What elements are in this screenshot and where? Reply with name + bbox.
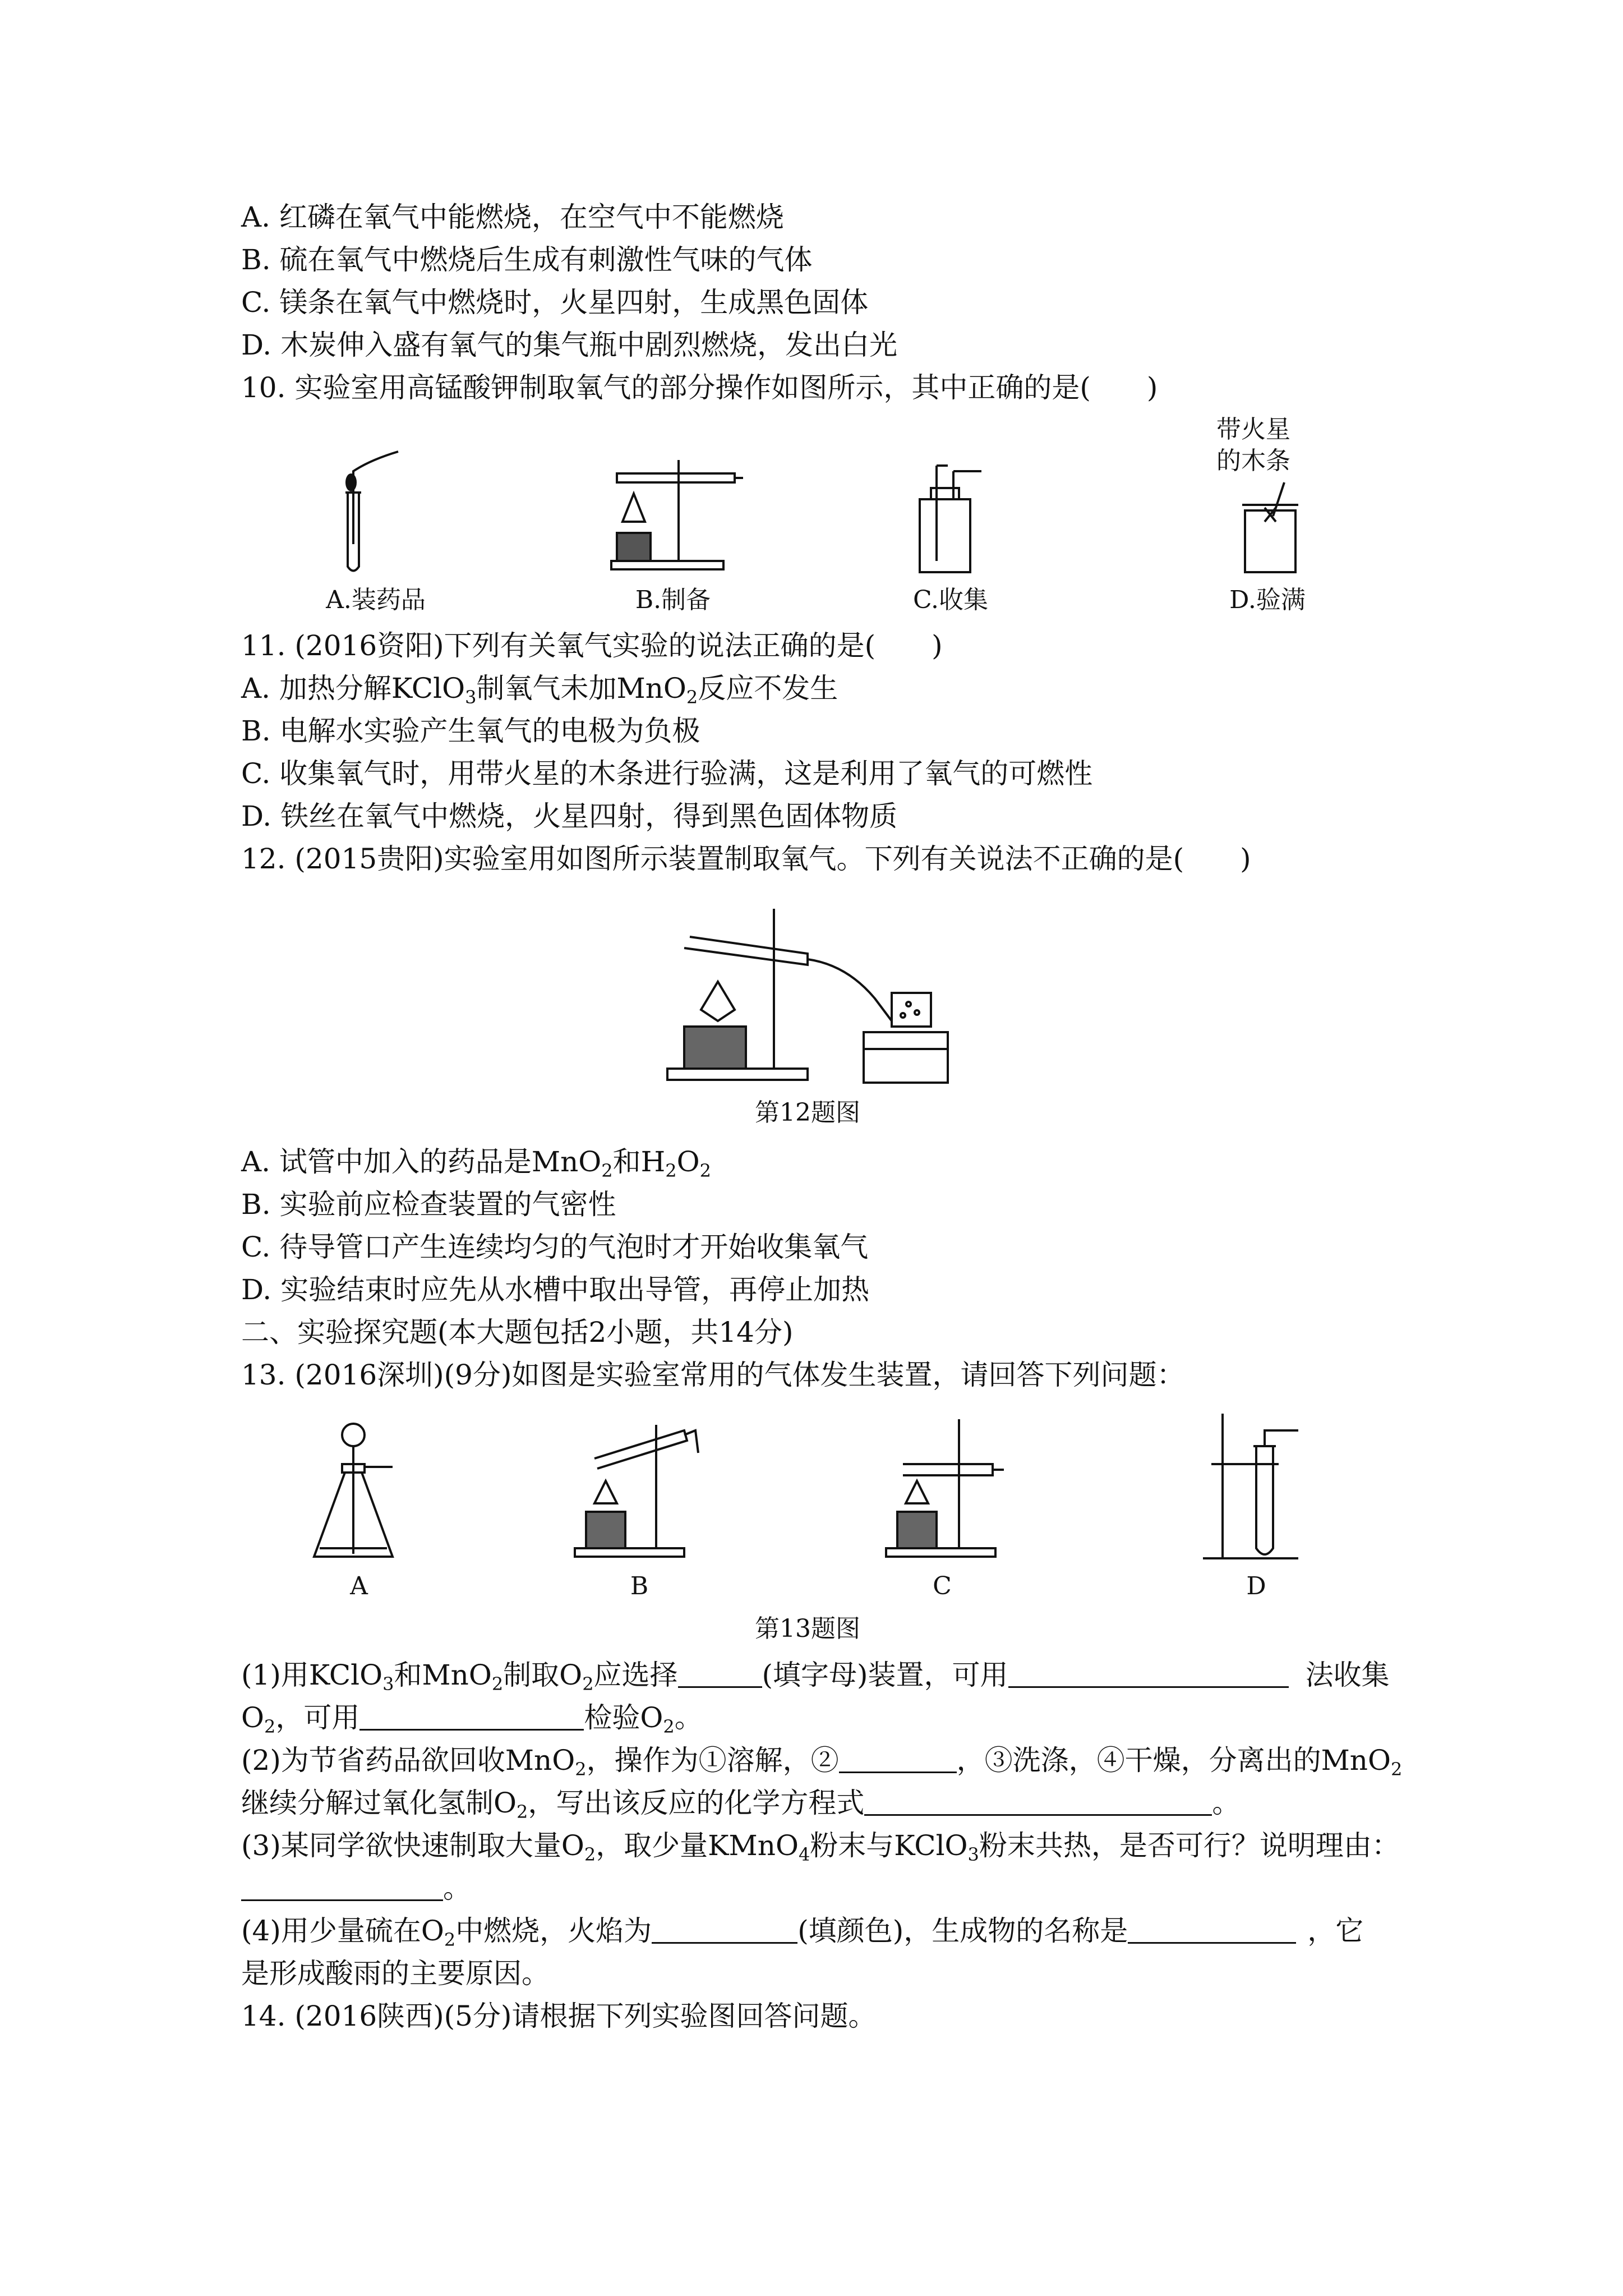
q10-caption-d: D.验满 xyxy=(1229,586,1306,614)
q11-stem: 11. (2016资阳)下列有关氧气实验的说法正确的是( ) xyxy=(241,629,943,662)
q13-part1-line1: (1)用KClO$_3$和MnO$_2$制取$O_2$应选择 (填字母)装置，可用 法收集 xyxy=(241,1659,1390,1695)
q12-fig-oxygen-apparatus xyxy=(662,898,953,1088)
section-2-heading: 二、实验探究题(本大题包括2小题，共14分) xyxy=(241,1316,794,1349)
q12-option-c: C. 待导管口产生连续均匀的气泡时才开始收集氧气 xyxy=(241,1231,869,1263)
q13-blank-equation[interactable] xyxy=(864,1788,1212,1816)
q12-caption: 第12题图 xyxy=(755,1098,860,1127)
q13-part4-line2: 是形成酸雨的主要原因。 xyxy=(241,1957,550,1990)
q10-caption-c: C.收集 xyxy=(912,586,989,614)
q13-part3-line2: 。 xyxy=(241,1871,471,1906)
q12-option-a: A. 试管中加入的药品是MnO$_2$和$H_2O_2$ xyxy=(241,1145,711,1181)
q9-option-a: A. 红磷在氧气中能燃烧，在空气中不能燃烧 xyxy=(241,201,784,233)
q13-blank-test-method[interactable] xyxy=(359,1703,584,1731)
q11-option-c: C. 收集氧气时，用带火星的木条进行验满，这是利用了氧气的可燃性 xyxy=(241,757,1093,790)
q14-stem: 14. (2016陕西)(5分)请根据下列实验图回答问题。 xyxy=(241,2000,877,2032)
q13-part2-line2: 继续分解过氧化氢制$O_2$，写出该反应的化学方程式 。 xyxy=(241,1787,1241,1823)
q12-option-b: B. 实验前应检查装置的气密性 xyxy=(241,1188,616,1221)
q10-fig-splint-check xyxy=(1234,482,1312,583)
q13-fig-b-heating-up xyxy=(572,1414,707,1565)
q12-option-d: D. 实验结束时应先从水槽中取出导管，再停止加热 xyxy=(241,1273,870,1306)
q9-option-c: C. 镁条在氧气中燃烧时，火星四射，生成黑色固体 xyxy=(241,286,869,319)
q10-caption-a: A.装药品 xyxy=(326,586,426,614)
q13-blank-step2[interactable] xyxy=(839,1746,957,1773)
q10-splint-label-line1: 带火星 xyxy=(1216,415,1290,444)
q13-blank-collect-method[interactable] xyxy=(1008,1660,1289,1688)
q11-option-a: A. 加热分解KClO$_3$制氧气未加MnO$_2$反应不发生 xyxy=(241,672,838,708)
q13-fig-d-test-tube-stand xyxy=(1200,1414,1312,1565)
q13-blank-apparatus[interactable] xyxy=(678,1660,762,1688)
q11-option-d: D. 铁丝在氧气中燃烧，火星四射，得到黑色固体物质 xyxy=(241,800,898,832)
q13-blank-reason[interactable] xyxy=(241,1874,443,1901)
q10-stem: 10. 实验室用高锰酸钾制取氧气的部分操作如图所示，其中正确的是( ) xyxy=(241,371,1158,404)
q10-splint-label-line2: 的木条 xyxy=(1216,447,1290,475)
q13-part3-line1: (3)某同学欲快速制取大量$O_2$，取少量KMnO$_4$粉末与KClO$_3$粉末共热，是否可行？说明理由： xyxy=(241,1829,1400,1865)
q10-fig-heating-apparatus xyxy=(600,449,746,578)
q13-label-a: A xyxy=(350,1572,368,1600)
q12-stem: 12. (2015贵阳)实验室用如图所示装置制取氧气。下列有关说法不正确的是( ) xyxy=(241,843,1251,875)
q13-label-c: C xyxy=(933,1572,952,1600)
q10-fig-gas-bottle xyxy=(909,466,993,578)
q13-caption: 第13题图 xyxy=(755,1614,860,1643)
q13-fig-c-heating-flat xyxy=(875,1414,1009,1565)
q13-blank-product-name[interactable] xyxy=(1128,1916,1296,1944)
q13-blank-flame-color[interactable] xyxy=(652,1916,797,1944)
q13-label-b: B xyxy=(630,1572,649,1600)
q11-option-b: B. 电解水实验产生氧气的电极为负极 xyxy=(241,715,700,747)
q13-part4-line1: (4)用少量硫在$O_2$中燃烧，火焰为 (填颜色)，生成物的名称是 ，它 xyxy=(241,1915,1364,1950)
q13-fig-a-flask xyxy=(308,1419,421,1565)
q13-stem: 13. (2016深圳)(9分)如图是实验室常用的气体发生装置，请回答下列问题： xyxy=(241,1359,1185,1391)
q13-part1-line2: $O_2$，可用 检验$O_2$。 xyxy=(241,1701,703,1737)
q13-part2-line1: (2)为节省药品欲回收MnO$_2$，操作为①溶解，② ，③洗涤，④干燥，分离出的MnO$_2$ xyxy=(241,1744,1403,1780)
q13-label-d: D xyxy=(1246,1572,1266,1600)
q9-option-b: B. 硫在氧气中燃烧后生成有刺激性气味的气体 xyxy=(241,243,813,276)
q10-caption-b: B.制备 xyxy=(635,586,711,614)
q10-fig-test-tube-spatula xyxy=(325,449,404,578)
q9-option-d: D. 木炭伸入盛有氧气的集气瓶中剧烈燃烧，发出白光 xyxy=(241,329,898,361)
